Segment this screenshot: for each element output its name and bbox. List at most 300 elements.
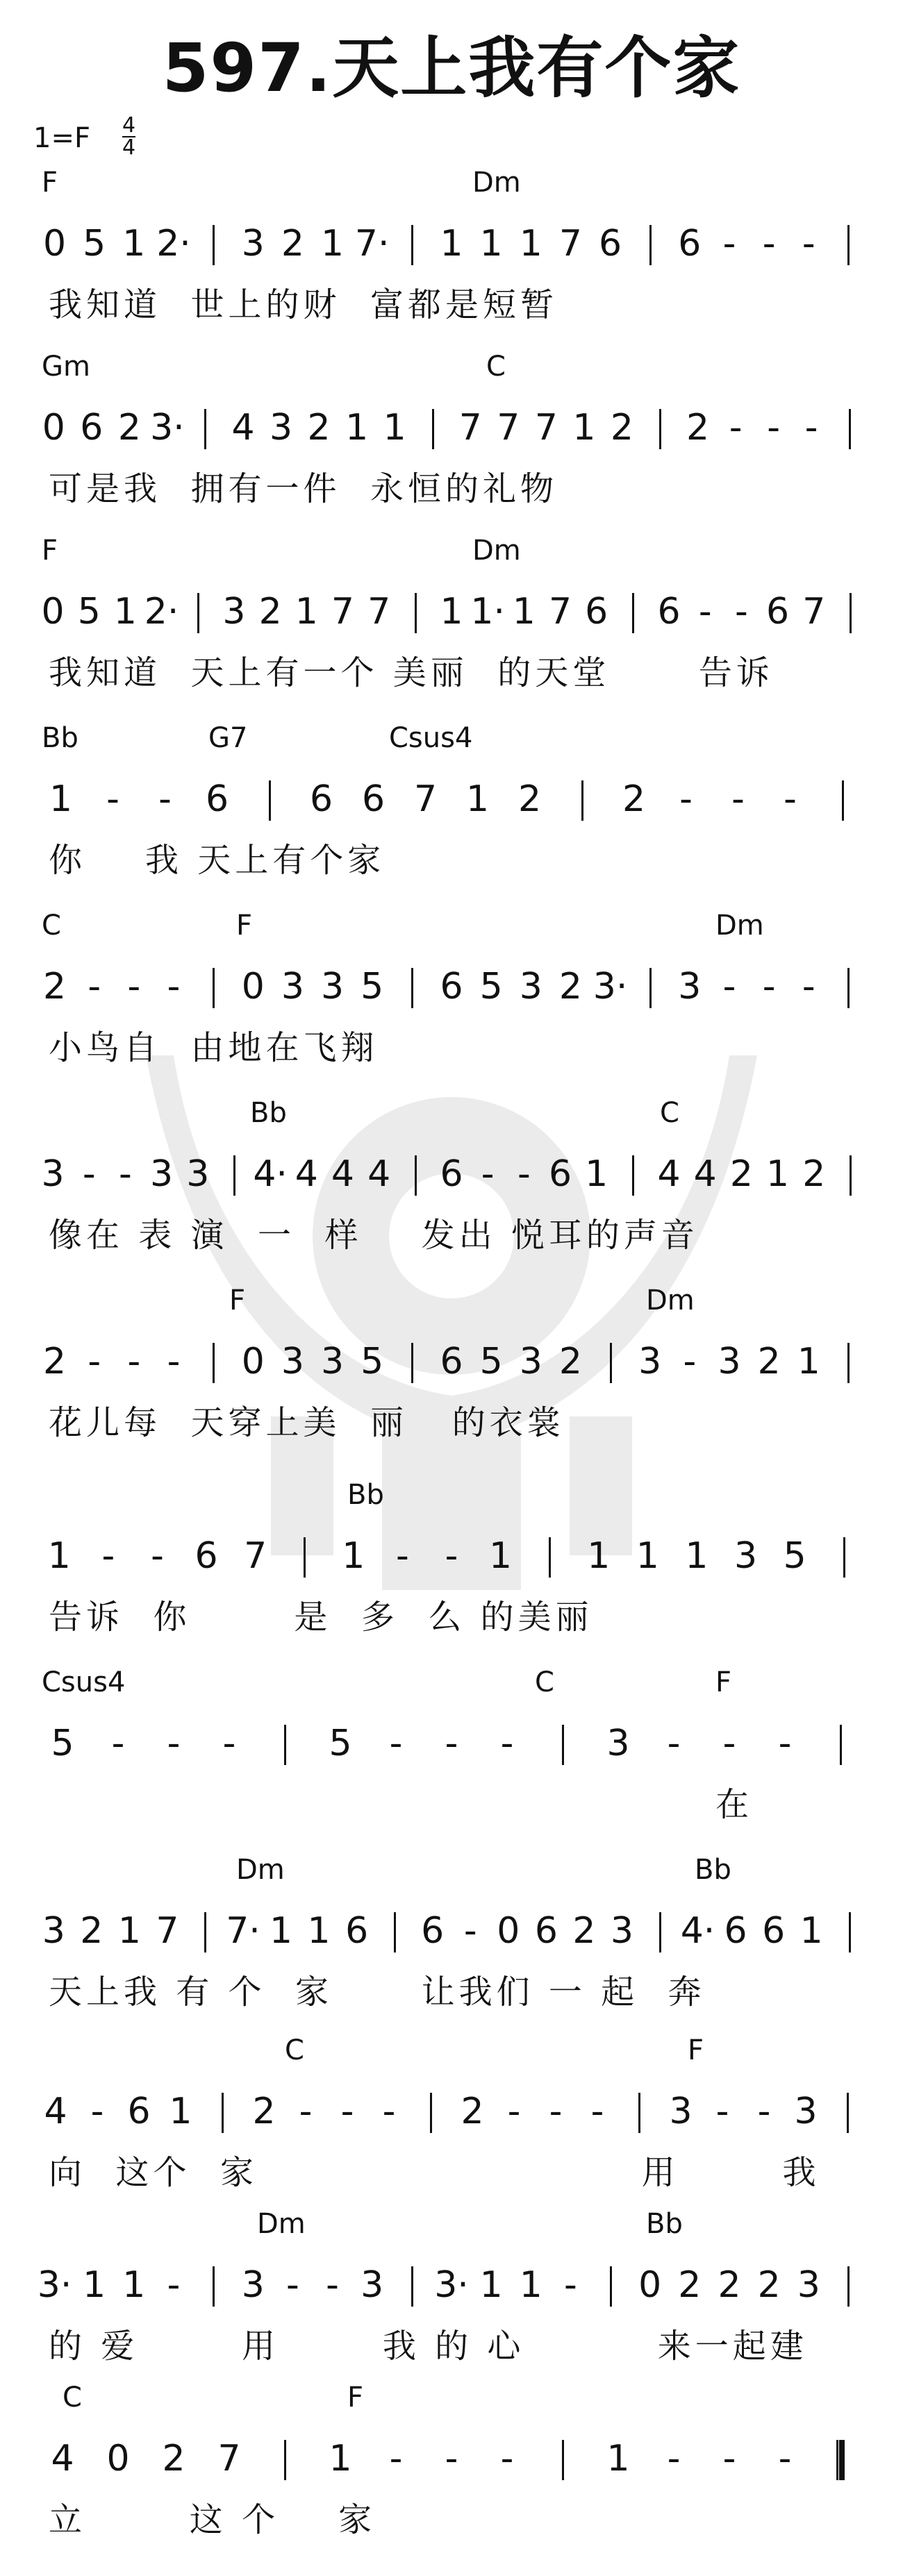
note: 1 [329, 2438, 352, 2479]
note: - [667, 2438, 681, 2479]
note: - [158, 778, 172, 820]
note: - [222, 1723, 236, 1764]
note: - [722, 223, 736, 265]
jianpu-notes [0, 1533, 903, 1582]
chord-symbol: Bb [695, 1854, 731, 1886]
note: - [382, 2091, 396, 2132]
bar-line [284, 2440, 286, 2480]
chord-symbol: F [42, 167, 58, 199]
chord-symbol: Csus4 [389, 722, 473, 754]
lyrics-line: 立 这 个 家 [49, 2500, 376, 2539]
note: 4 [51, 2438, 74, 2479]
bar-line [850, 1155, 852, 1196]
note: 3· [434, 2264, 469, 2306]
note: 2 [307, 407, 331, 449]
note: 2 [43, 966, 67, 1007]
note: 3 [669, 2091, 693, 2132]
note: 6 [440, 966, 463, 1007]
note: - [151, 1535, 164, 1577]
note: 1 [519, 2264, 542, 2306]
score-system [0, 1854, 903, 2048]
note: - [802, 223, 815, 265]
note: 6 [678, 223, 702, 265]
note: 3 [222, 591, 246, 633]
chord-symbol: C [660, 1097, 679, 1129]
note: - [762, 223, 776, 265]
note: 2 [252, 2091, 276, 2132]
chord-symbol: Gm [42, 351, 90, 383]
bar-line [204, 1912, 206, 1952]
note: 7 [802, 591, 826, 633]
note: 6 [534, 1910, 558, 1952]
note: - [784, 778, 797, 820]
lyrics-line: 我知道 世上的财 富都是短暂 [49, 285, 558, 324]
note: - [286, 2264, 299, 2306]
note: 1 [321, 223, 345, 265]
score-system [0, 351, 903, 545]
jianpu-notes [0, 1721, 903, 1769]
note: 6 [194, 1535, 218, 1577]
note: 6 [309, 778, 333, 820]
chord-symbol: C [63, 2382, 82, 2414]
note: - [106, 778, 119, 820]
jianpu-notes [0, 776, 903, 825]
note: 3 [638, 1341, 662, 1382]
score-system [0, 2034, 903, 2229]
score-system [0, 1479, 903, 1673]
note: 3· [37, 2264, 72, 2306]
bar-line [562, 1725, 564, 1765]
note: 2 [757, 1341, 781, 1382]
note: - [445, 1723, 458, 1764]
note: 3 [241, 2264, 265, 2306]
bar-line [581, 780, 583, 821]
note: - [667, 1723, 681, 1764]
bar-line [415, 1155, 417, 1196]
note: 3 [794, 2091, 818, 2132]
bar-line [204, 409, 206, 449]
note: 2 [258, 591, 282, 633]
note: 5 [51, 1723, 74, 1764]
note: - [326, 2264, 339, 2306]
chord-symbol: Bb [42, 722, 78, 754]
note: 2 [162, 2438, 185, 2479]
chord-symbol: Dm [715, 910, 764, 942]
note: - [517, 1153, 531, 1195]
bar-line [432, 409, 434, 449]
note: 1 [519, 223, 542, 265]
bar-line [659, 1912, 661, 1952]
note: 1 [49, 778, 73, 820]
note: - [735, 591, 748, 633]
note: 1 [122, 2264, 146, 2306]
note: 5 [77, 591, 101, 633]
note: 1 [295, 591, 318, 633]
note: 1 [117, 1910, 141, 1952]
note: 2 [558, 966, 582, 1007]
note: 4 [231, 407, 255, 449]
note: 7 [331, 591, 355, 633]
lyrics-line: 向 这个 家 用 我 [49, 2153, 820, 2192]
score-system [0, 1285, 903, 1479]
note: 3 [281, 1341, 304, 1382]
note: 1 [83, 2264, 106, 2306]
score-system [0, 2382, 903, 2576]
note: 5 [361, 1341, 384, 1382]
note: 1 [169, 2091, 192, 2132]
note: 2 [678, 2264, 702, 2306]
note: - [802, 966, 815, 1007]
note: 6 [440, 1341, 463, 1382]
note: 0 [42, 407, 65, 449]
note: - [90, 2091, 104, 2132]
note: 5 [83, 223, 106, 265]
note: 3 [281, 966, 304, 1007]
note: 2 [517, 778, 542, 820]
score-system [0, 910, 903, 1104]
jianpu-notes [0, 2436, 903, 2484]
note: - [88, 966, 101, 1007]
note: 7· [226, 1910, 260, 1952]
note: - [82, 1153, 96, 1195]
note: 7 [458, 407, 482, 449]
note: 1 [440, 223, 463, 265]
note: - [590, 2091, 604, 2132]
chord-symbol: Bb [250, 1097, 287, 1129]
bar-line [649, 968, 652, 1008]
bar-line [213, 225, 215, 265]
note: 4 [367, 1153, 391, 1195]
jianpu-notes [0, 589, 903, 637]
bar-line [549, 1537, 551, 1578]
note: 1 [307, 1910, 331, 1952]
chord-symbol: G7 [208, 722, 248, 754]
note: - [500, 2438, 514, 2479]
note: 7 [156, 1910, 179, 1952]
note: - [463, 1910, 477, 1952]
note: 2 [572, 1910, 596, 1952]
note: 5 [361, 966, 384, 1007]
note: - [762, 966, 776, 1007]
note: - [88, 1341, 101, 1382]
note: 0 [638, 2264, 662, 2306]
note: 4 [657, 1153, 681, 1195]
bar-line [840, 1725, 842, 1765]
note: 1 [606, 2438, 630, 2479]
bar-line [638, 2093, 640, 2133]
score-system [0, 1097, 903, 1291]
note: 6 [724, 1910, 747, 1952]
note: 6 [599, 223, 622, 265]
bar-line [222, 2093, 224, 2133]
chord-symbol: C [486, 351, 506, 383]
jianpu-notes [0, 964, 903, 1012]
note: 1 [345, 407, 369, 449]
note: - [767, 407, 780, 449]
bar-line [847, 2093, 849, 2133]
score-system [0, 167, 903, 361]
note: 6 [80, 407, 103, 449]
note: 4· [253, 1153, 288, 1195]
bar-line [649, 225, 652, 265]
chord-symbol: C [535, 1666, 554, 1698]
note: 1 [797, 1341, 820, 1382]
chord-symbol: Dm [646, 1285, 695, 1316]
note: 0 [241, 966, 265, 1007]
bar-line [847, 225, 850, 265]
note: 4 [44, 2091, 67, 2132]
lyrics-line: 告诉 你 是 多 么 的美丽 [49, 1598, 593, 1637]
note: - [804, 407, 818, 449]
bar-line [632, 1155, 634, 1196]
bar-line [847, 2266, 850, 2307]
note: 5 [329, 1723, 352, 1764]
note: 5 [783, 1535, 806, 1577]
note: 2 [718, 2264, 741, 2306]
note: - [679, 778, 693, 820]
bar-line [394, 1912, 396, 1952]
note: 1 [342, 1535, 365, 1577]
score-system [0, 535, 903, 729]
bar-line [411, 225, 413, 265]
chord-symbol: F [347, 2382, 364, 2414]
note: - [778, 1723, 792, 1764]
note: 6 [585, 591, 608, 633]
note: 6 [766, 591, 790, 633]
bar-line [197, 593, 199, 633]
note: 3 [269, 407, 293, 449]
jianpu-notes [0, 1151, 903, 1200]
bar-line [632, 593, 634, 633]
score-system [0, 1666, 903, 1861]
bar-line [847, 968, 850, 1008]
note: 0 [241, 1341, 265, 1382]
note: 3 [321, 1341, 345, 1382]
note: - [731, 778, 745, 820]
note: 6 [762, 1910, 786, 1952]
note: 6 [440, 1153, 463, 1195]
note: 6 [421, 1910, 445, 1952]
note: 2· [144, 591, 179, 633]
note: 2 [686, 407, 710, 449]
chord-symbol: F [715, 1666, 732, 1698]
note: 2 [117, 407, 141, 449]
note: - [340, 2091, 354, 2132]
note: 3 [734, 1535, 758, 1577]
chord-symbol: Csus4 [42, 1666, 126, 1698]
note: - [119, 1153, 132, 1195]
note: 3 [718, 1341, 741, 1382]
note: - [778, 2438, 792, 2479]
bar-line [430, 2093, 432, 2133]
note: - [722, 2438, 736, 2479]
note: 1 [122, 223, 146, 265]
bar-line [562, 2440, 564, 2480]
note: - [445, 2438, 458, 2479]
note: 6 [205, 778, 229, 820]
note: - [549, 2091, 563, 2132]
note: - [299, 2091, 313, 2132]
note: - [722, 1723, 736, 1764]
chord-symbol: F [42, 535, 58, 567]
note: 7 [558, 223, 582, 265]
bar-line [284, 1725, 286, 1765]
lyrics-line: 花儿每 天穿上美 丽 的衣裳 [49, 1403, 565, 1442]
note: - [722, 966, 736, 1007]
note: - [127, 966, 141, 1007]
chord-symbol: Dm [257, 2208, 306, 2240]
note: 1 [766, 1153, 790, 1195]
note: 2· [156, 223, 191, 265]
note: 1 [440, 591, 463, 633]
note: - [111, 1723, 125, 1764]
final-bar-line [836, 2440, 845, 2480]
chord-symbol: Bb [347, 1479, 384, 1511]
time-signature: 4 4 [122, 113, 136, 160]
note: - [481, 1153, 495, 1195]
bar-line [415, 593, 417, 633]
note: 7 [367, 591, 391, 633]
key-signature: 1=F [33, 122, 90, 154]
note: 3 [321, 966, 345, 1007]
note: 4 [331, 1153, 355, 1195]
note: - [507, 2091, 521, 2132]
bar-line [843, 1537, 845, 1578]
bar-line [213, 968, 215, 1008]
note: 6 [548, 1153, 572, 1195]
note: - [167, 1723, 181, 1764]
note: 2 [80, 1910, 103, 1952]
note: 1 [572, 407, 596, 449]
jianpu-notes [0, 2262, 903, 2311]
song-title: 597.天上我有个家 [162, 29, 741, 107]
jianpu-notes [0, 221, 903, 269]
note: 7 [548, 591, 572, 633]
note: 6 [657, 591, 681, 633]
bar-line [233, 1155, 235, 1196]
chord-symbol: F [236, 910, 253, 942]
note: 1 [383, 407, 406, 449]
note: 3 [361, 2264, 384, 2306]
chord-symbol: Bb [646, 2208, 683, 2240]
jianpu-notes [0, 2089, 903, 2137]
note: 5 [479, 966, 503, 1007]
note: 4 [693, 1153, 717, 1195]
note: 2 [802, 1153, 826, 1195]
chord-symbol: C [285, 2034, 304, 2066]
bar-line [850, 593, 852, 633]
note: - [167, 2264, 181, 2306]
note: 3 [519, 1341, 542, 1382]
note: 1 [587, 1535, 611, 1577]
note: 2 [757, 2264, 781, 2306]
note: 0 [43, 223, 67, 265]
note: 7 [413, 778, 438, 820]
note: 6 [361, 778, 386, 820]
bar-line [213, 2266, 215, 2307]
bar-line [610, 2266, 612, 2307]
lyrics-line: 像在 表 演 一 样 发出 悦耳的声音 [49, 1216, 699, 1255]
note: 7· [354, 223, 390, 265]
note: 2 [729, 1153, 753, 1195]
chord-symbol: Dm [472, 535, 521, 567]
note: 0 [106, 2438, 130, 2479]
note: 0 [41, 591, 65, 633]
note: 2 [43, 1341, 67, 1382]
chord-symbol: Dm [472, 167, 521, 199]
note: 1 [479, 2264, 503, 2306]
bar-line [849, 1912, 851, 1952]
note: - [683, 1341, 697, 1382]
note: 1 [800, 1910, 823, 1952]
bar-line [269, 780, 271, 821]
note: 2 [610, 407, 633, 449]
note: - [127, 1341, 141, 1382]
note: 1 [636, 1535, 659, 1577]
note: - [564, 2264, 577, 2306]
note: 3 [519, 966, 542, 1007]
note: 2 [281, 223, 304, 265]
note: 1 [113, 591, 137, 633]
note: 7 [217, 2438, 241, 2479]
note: 4 [295, 1153, 318, 1195]
note: 3 [150, 1153, 174, 1195]
note: 7 [244, 1535, 267, 1577]
bar-line [411, 1343, 413, 1383]
score-system [0, 722, 903, 917]
jianpu-notes [0, 1339, 903, 1387]
note: 3 [41, 1153, 65, 1195]
bar-line [659, 409, 661, 449]
note: 7 [497, 407, 520, 449]
note: 6 [345, 1910, 369, 1952]
note: 7 [534, 407, 558, 449]
jianpu-notes [0, 1908, 903, 1957]
score-system [0, 2208, 903, 2402]
chord-symbol: Dm [236, 1854, 285, 1886]
bar-line [842, 780, 844, 821]
note: - [445, 1535, 458, 1577]
note: 1 [489, 1535, 513, 1577]
lyrics-line: 天上我 有 个 家 让我们 一 起 奔 [49, 1973, 706, 2012]
lyrics-line: 可是我 拥有一件 永恒的礼物 [49, 469, 558, 508]
note: 3 [606, 1723, 630, 1764]
note: 1 [465, 778, 490, 820]
note: - [729, 407, 743, 449]
bar-line [213, 1343, 215, 1383]
note: 3 [241, 223, 265, 265]
note: 3· [593, 966, 628, 1007]
note: 1 [512, 591, 536, 633]
lyrics-line: 在 [715, 1785, 754, 1824]
lyrics-line: 你 我 天上有个家 [49, 841, 386, 880]
note: - [167, 966, 181, 1007]
bar-line [304, 1537, 306, 1578]
chord-symbol: C [42, 910, 61, 942]
note: 1 [685, 1535, 709, 1577]
bar-line [849, 409, 851, 449]
note: - [389, 1723, 403, 1764]
lyrics-line: 的 爱 用 我 的 心 来一起建 [49, 2327, 808, 2366]
note: 3 [186, 1153, 210, 1195]
chord-symbol: F [229, 1285, 246, 1316]
note: 2 [461, 2091, 484, 2132]
note: 6 [127, 2091, 151, 2132]
note: 1 [269, 1910, 293, 1952]
jianpu-notes [0, 405, 903, 453]
note: 4· [680, 1910, 715, 1952]
chord-symbol: F [688, 2034, 704, 2066]
